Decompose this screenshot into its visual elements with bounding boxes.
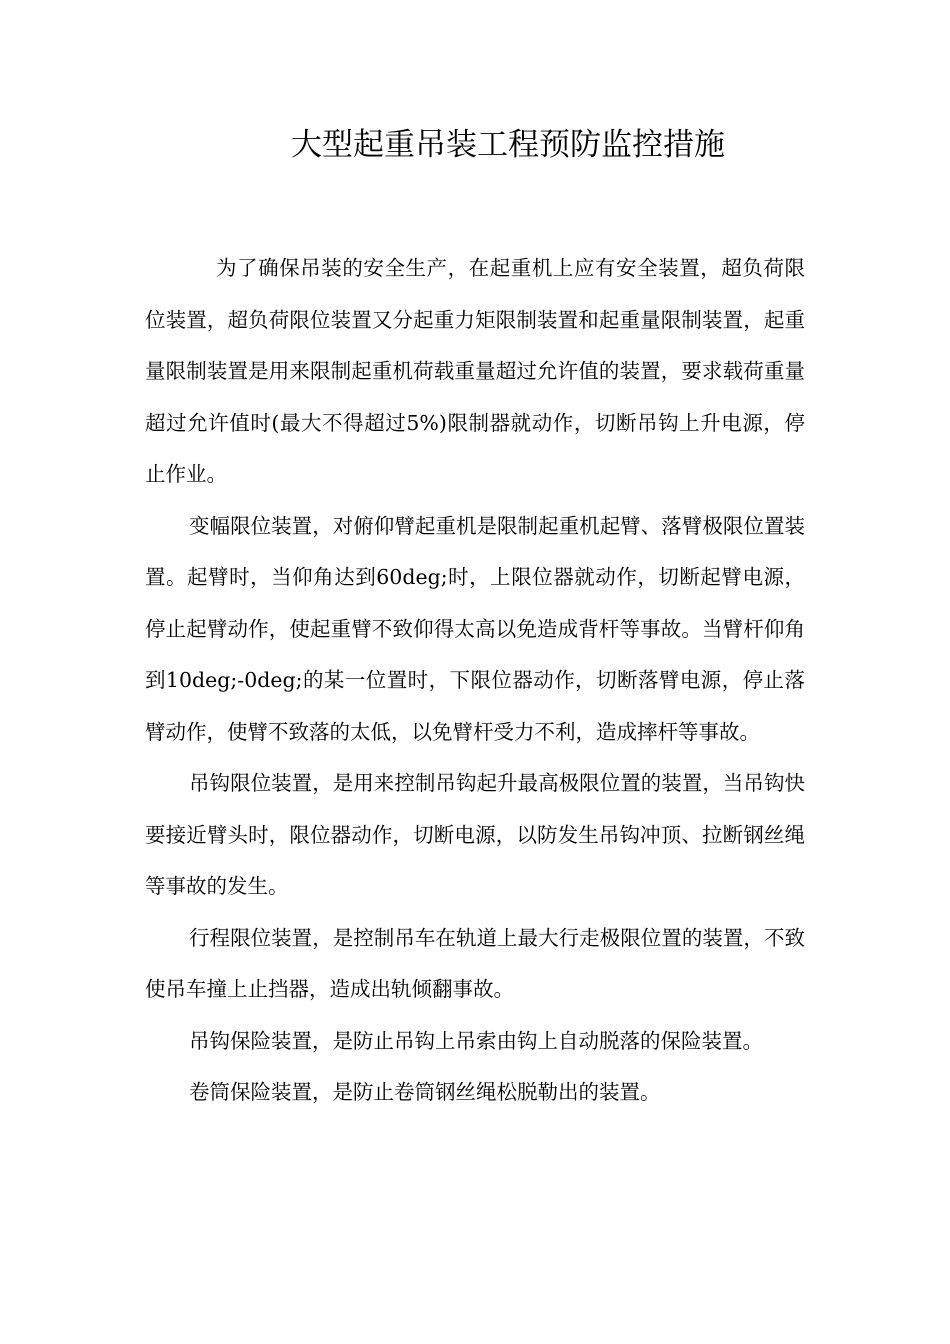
paragraph-luffing-limiter: 变幅限位装置，对俯仰臂起重机是限制起重机起臂、落臂极限位置装置。起臂时，当仰角达到60deg;时，上限位器就动作，切断起臂电源，停止起臂动作，使起重臂不致仰得太高以免造成背杆等事故。当臂杆仰角到10deg;-0deg;的某一位置时，下限位器动作，切断落臂电源，停止落臂动作，使臂不致落的太低，以免臂杆受力不利，造成摔杆等事故。 <box>145 513 805 744</box>
paragraph-hook-limiter: 吊钩限位装置，是用来控制吊钩起升最高极限位置的装置，当吊钩快要接近臂头时，限位器动作，切断电源，以防发生吊钩冲顶、拉断钢丝绳等事故的发生。 <box>145 771 805 898</box>
paragraph-drum-safety: 卷筒保险装置，是防止卷筒钢丝绳松脱勒出的装置。 <box>189 1080 661 1104</box>
paragraph-overload-limiter: 为了确保吊装的安全生产，在起重机上应有安全装置，超负荷限位装置，超负荷限位装置又分起重力矩限制装置和起重量限制装置，起重量限制装置是用来限制起重机荷载重量超过允许值的装置，要求载荷重量超过允许值时(最大不得超过5%)限制器就动作，切断吊钩上升电源，停止作业。 <box>145 256 805 486</box>
paragraph-travel-limiter: 行程限位装置，是控制吊车在轨道上最大行走极限位置的装置，不致使吊车撞上止挡器，造成出轨倾翻事故。 <box>145 925 805 1001</box>
document-title: 大型起重吊装工程预防监控措施 <box>291 127 725 163</box>
document-body <box>145 243 805 1119</box>
paragraph-hook-safety: 吊钩保险装置，是防止吊钩上吊索由钩上自动脱落的保险装置。 <box>189 1028 763 1053</box>
